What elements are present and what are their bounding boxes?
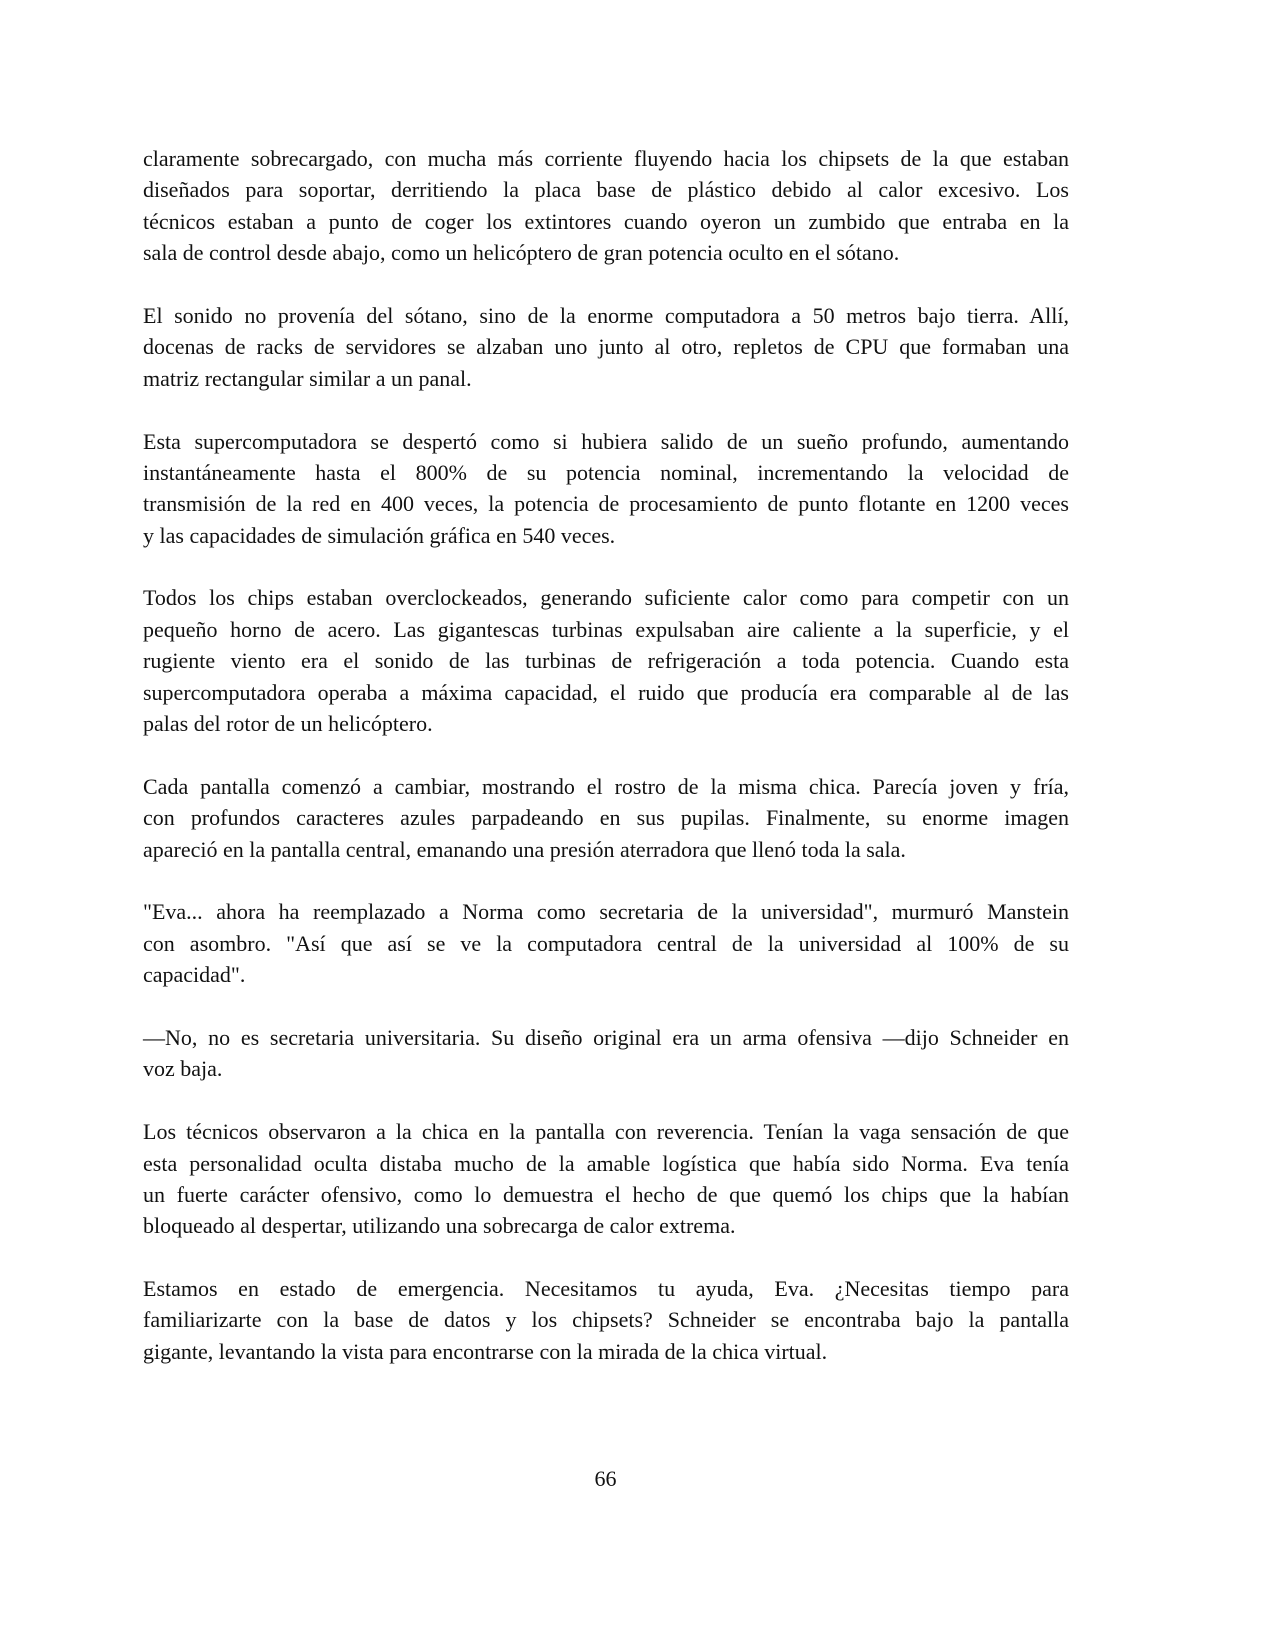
- text-line: El sonido no provenía del sótano, sino de la enorme computadora a 50 metros bajo tierra. Allí,: [143, 302, 1069, 328]
- text-line: rugiente viento era el sonido de las turbinas de refrigeración a toda potencia. Cuando esta: [143, 648, 1069, 674]
- text-line: Esta supercomputadora se despertó como si hubiera salido de un sueño profundo, aumentando: [143, 428, 1069, 454]
- text-line: esta personalidad oculta distaba mucho de la amable logística que había sido Norma. Eva tenía: [143, 1150, 1069, 1176]
- paragraph: [143, 1273, 1069, 1367]
- paragraph: [143, 426, 1069, 552]
- paragraph: [143, 300, 1069, 394]
- text-line: sala de control desde abajo, como un helicóptero de gran potencia oculto en el sótano.: [143, 240, 900, 266]
- paragraph: [143, 582, 1069, 739]
- text-line: familiarizarte con la base de datos y los chipsets? Schneider se encontraba bajo la pantalla: [143, 1307, 1069, 1333]
- text-line: capacidad".: [143, 962, 246, 988]
- text-line: con asombro. "Así que así se ve la computadora central de la universidad al 100% de su: [143, 930, 1069, 956]
- text-line: bloqueado al despertar, utilizando una sobrecarga de calor extrema.: [143, 1213, 736, 1239]
- paragraph: [143, 1022, 1069, 1085]
- paragraph: [143, 896, 1069, 990]
- page-number: 66: [594, 1466, 617, 1491]
- text-line: Todos los chips estaban overclockeados, generando suficiente calor como para competir con un: [143, 585, 1069, 611]
- text-line: apareció en la pantalla central, emanando una presión aterradora que llenó toda la sala.: [143, 836, 906, 862]
- text-line: con profundos caracteres azules parpadeando en sus pupilas. Finalmente, su enorme imagen: [143, 805, 1069, 831]
- text-line: transmisión de la red en 400 veces, la potencia de procesamiento de punto flotante en 1200 veces: [143, 491, 1069, 517]
- text-line: un fuerte carácter ofensivo, como lo demuestra el hecho de que quemó los chips que la habían: [143, 1181, 1069, 1207]
- text-line: docenas de racks de servidores se alzaban uno junto al otro, repletos de CPU que formaban una: [143, 334, 1069, 360]
- text-line: supercomputadora operaba a máxima capacidad, el ruido que producía era comparable al de las: [143, 679, 1069, 705]
- text-line: "Eva... ahora ha reemplazado a Norma como secretaria de la universidad", murmuró Manstein: [143, 899, 1069, 925]
- text-line: y las capacidades de simulación gráfica en 540 veces.: [143, 522, 616, 548]
- text-line: instantáneamente hasta el 800% de su potencia nominal, incrementando la velocidad de: [143, 459, 1069, 485]
- text-line: gigante, levantando la vista para encontrarse con la mirada de la chica virtual.: [143, 1338, 828, 1364]
- paragraph: [143, 771, 1069, 865]
- text-line: claramente sobrecargado, con mucha más corriente fluyendo hacia los chipsets de la que estaban: [143, 146, 1069, 171]
- text-line: diseñados para soportar, derritiendo la placa base de plástico debido al calor excesivo. Los: [143, 177, 1069, 203]
- paragraph: [143, 143, 1069, 269]
- text-line: técnicos estaban a punto de coger los extintores cuando oyeron un zumbido que entraba en la: [143, 208, 1069, 234]
- text-line: Cada pantalla comenzó a cambiar, mostrando el rostro de la misma chica. Parecía joven y fría,: [143, 773, 1069, 799]
- text-line: palas del rotor de un helicóptero.: [143, 711, 433, 737]
- text-line: Los técnicos observaron a la chica en la pantalla con reverencia. Tenían la vaga sensación de que: [143, 1119, 1069, 1145]
- text-line: —No, no es secretaria universitaria. Su diseño original era un arma ofensiva —dijo Schneider en: [143, 1024, 1069, 1050]
- page-body: [143, 143, 1069, 1399]
- paragraph: [143, 1116, 1069, 1242]
- text-line: matriz rectangular similar a un panal.: [143, 365, 472, 391]
- text-line: Estamos en estado de emergencia. Necesitamos tu ayuda, Eva. ¿Necesitas tiempo para: [143, 1276, 1069, 1302]
- text-line: voz baja.: [143, 1056, 223, 1082]
- text-line: pequeño horno de acero. Las gigantescas turbinas expulsaban aire caliente a la superficie, y el: [143, 616, 1069, 642]
